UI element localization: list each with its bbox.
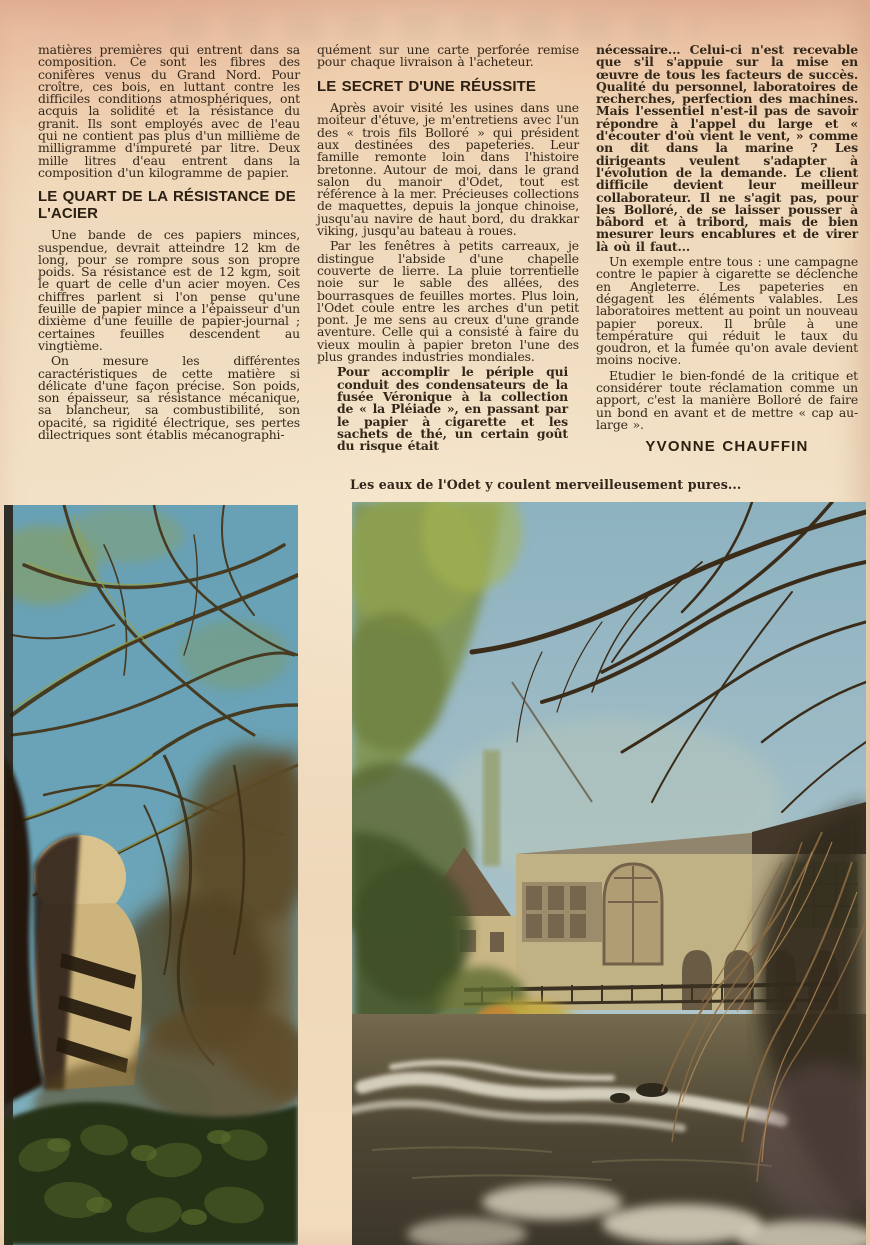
right-photo-river-mill xyxy=(352,502,866,1245)
paragraph: Après avoir visité les usines dans une moiteur d'étuve, je m'entretiens avec l'un des « trois fils Bolloré » qui président aux destinées des papeteries. Leur famille remonte loin dans l'histoire bretonne. Autour de moi, dans le grand salon du manoir d'Odet, tout est référence à la mer. Précieuses collections de maquettes, depuis la jonque chinoise, jusqu'au navire de haut bord, du drakkar viking, jusqu'au bateau à roues. xyxy=(317,100,579,239)
mill-chimney xyxy=(483,750,500,866)
text-column-right xyxy=(596,44,858,454)
left-photo-statue xyxy=(4,505,298,1245)
photo-caption: Les eaux de l'Odet y coulent merveilleusement pures... xyxy=(350,477,742,492)
paragraph-bold: nécessaire... Celui-ci n'est recevable que s'il s'appuie sur la mise en œuvre de tous les facteurs de succès. Qualité du personnel, laboratoires de recherches, perfection des machines. Mais l'essentiel n'est-il pas de savoir répondre à l'appel du large et « d'écouter d'où vient le vent, » comme on dit dans la marine ? Les dirigeants veulent s'adapter à l'évolution de la demande. Le client difficile devient leur meilleur collaborateur. Il ne s'agit pas, pour les Bolloré, de se laisser pousser à bâbord et à tribord, mais de bien mesurer leurs encablures et de virer là où il faut... xyxy=(596,42,858,254)
print-ghosting xyxy=(170,14,700,40)
paragraph: Une bande de ces papiers minces, suspendue, devrait atteindre 12 km de long, pour se rompre sous son propre poids. Sa résistance est de 12 kgm, soit le quart de celle d'un acier moyen. Ces chiffres parlent si l'on pense qu'une feuille de papier mince a l'épaisseur d'un dixième d'une feuille de papier-journal ; certaines feuilles descendent au vingtième. xyxy=(38,227,300,353)
section-heading-resistance: LE QUART DE LA RÉSISTANCE DE L'ACIER xyxy=(38,188,296,222)
paragraph: On mesure les différentes caractéristiques de cette matière si délicate d'une façon précise. Son poids, son épaisseur, sa résistance mécanique, sa blancheur, sa combustibilité, son opacité, sa rigidité électrique, ses pertes dilectriques sont établis mécanographi- xyxy=(38,353,300,443)
paragraph: Etudier le bien-fondé de la critique et considérer toute réclamation comme un apport, c'est la manière Bolloré de faire un bond en avant et de mettre « cap au-large ». xyxy=(596,367,858,432)
paragraph: quément sur une carte perforée remise pour chaque livraison à l'acheteur. xyxy=(317,42,579,70)
ivy-leaves xyxy=(4,1102,298,1245)
paragraph: Par les fenêtres à petits carreaux, je distingue l'abside d'une chapelle couverte de lierre. La pluie torrentielle noie sur le sable des allées, des bourrasques de feuilles mortes. Plus loin, l'Odet coule entre les arches d'un petit pont. Je me sens au creux d'une grande aventure. Celle qui a consisté à faire du vieux moulin à papier breton l'une des plus grandes industries mondiales. xyxy=(317,238,579,365)
paragraph: matières premières qui entrent dans sa composition. Ce sont les fibres des conifères venus du Grand Nord. Pour croître, ces bois, en luttant contre les difficiles conditions atmosphériques, ont acquis la solidité et la résistance du granit. Ils sont employés avec de l'eau qui ne contient pas plus d'un millième de milligramme d'impureté par litre. Deux mille litres d'eau entrent dans la composition d'un kilogramme de papier. xyxy=(38,42,300,180)
text-column-middle xyxy=(317,44,579,455)
section-heading-reussite: LE SECRET D'UNE RÉUSSITE xyxy=(317,77,536,95)
stone-statue xyxy=(34,835,142,1090)
paragraph: Un exemple entre tous : une campagne contre le papier à cigarette se déclenche en Angleterre. Les papeteries en dégagent les éléments valables. Les laboratoires mettent au point un nouveau papier poreux. Il brûle à une température qui réduit le taux du goudron, et la fumée qu'on avale devient moins nocive. xyxy=(596,254,858,368)
text-column-left xyxy=(38,44,300,444)
paragraph-bold: Pour accomplir le périple qui conduit des condensateurs de la fusée Véronique à la collection de « la Pléiade », en passant par le papier à cigarette et les sachets de thé, un certain goût du risque était xyxy=(337,364,568,454)
author-byline: YVONNE CHAUFFIN xyxy=(645,438,809,456)
